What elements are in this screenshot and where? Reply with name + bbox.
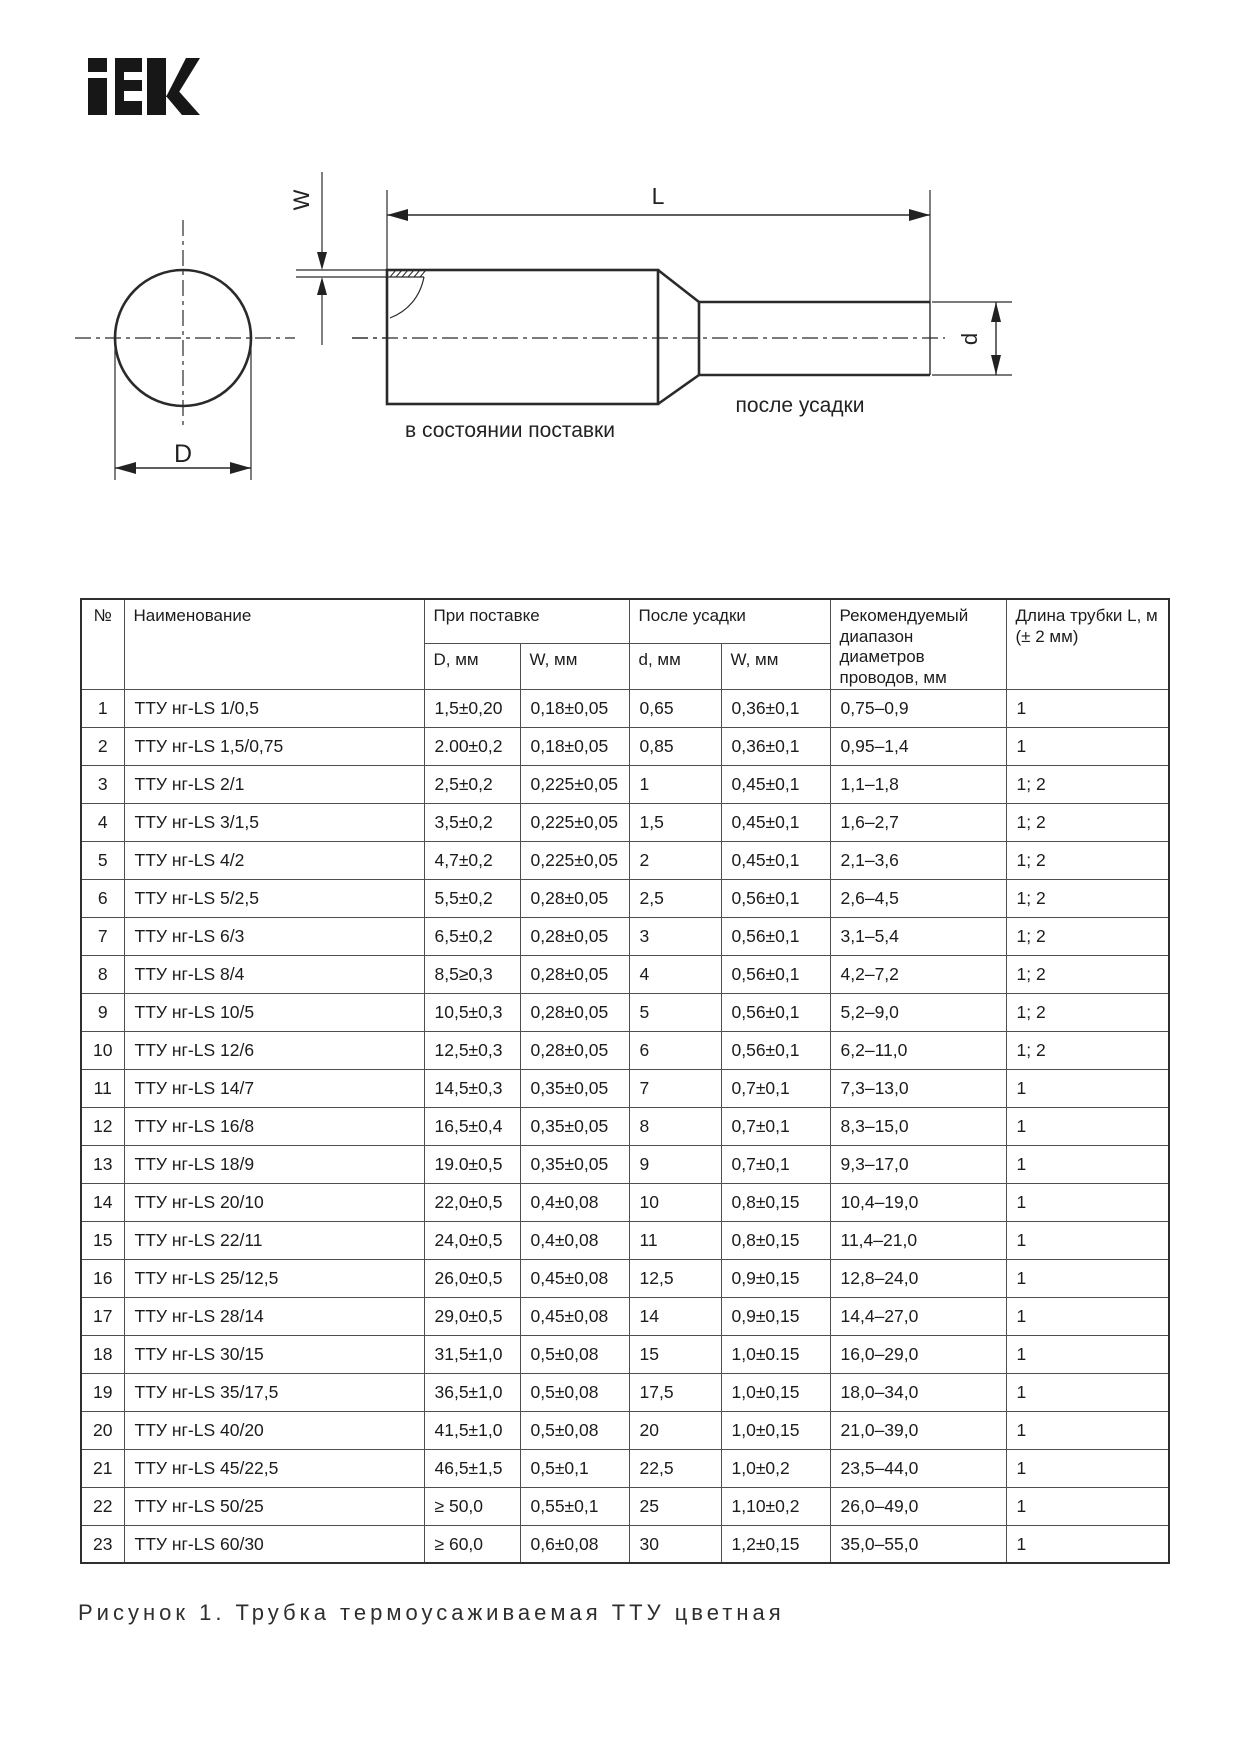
technical-drawing — [0, 0, 1244, 500]
table-cell: 6 — [629, 1031, 721, 1069]
table-cell: 1,0±0,2 — [721, 1449, 830, 1487]
table-row — [81, 1373, 1169, 1411]
table-cell: 1 — [81, 689, 124, 727]
table-cell: 0,225±0,05 — [520, 803, 629, 841]
table-cell: 0,56±0,1 — [721, 917, 830, 955]
table-cell: 0,55±0,1 — [520, 1487, 629, 1525]
table-row — [81, 1525, 1169, 1563]
table-cell: 7,3–13,0 — [830, 1069, 1006, 1107]
table-cell: ТТУ нг-LS 6/3 — [124, 917, 424, 955]
table-cell: 1; 2 — [1006, 1031, 1169, 1069]
table-cell: 16 — [81, 1259, 124, 1297]
table-cell: 0,8±0,15 — [721, 1221, 830, 1259]
table-cell: 22,5 — [629, 1449, 721, 1487]
header-delivery-group: При поставке — [424, 599, 629, 643]
table-cell: 14,5±0,3 — [424, 1069, 520, 1107]
table-cell: 4,7±0,2 — [424, 841, 520, 879]
arrowhead — [115, 462, 136, 474]
table-cell: 0,45±0,1 — [721, 803, 830, 841]
table-cell: 5,2–9,0 — [830, 993, 1006, 1031]
table-cell: 1 — [1006, 1525, 1169, 1563]
table-cell: 0,85 — [629, 727, 721, 765]
logo-i-bar — [88, 78, 107, 115]
dim-label-D: D — [173, 440, 193, 468]
logo-i-dot — [88, 58, 107, 72]
taper-line — [658, 270, 699, 302]
table-cell: 46,5±1,5 — [424, 1449, 520, 1487]
table-cell: 0,56±0,1 — [721, 955, 830, 993]
table-cell: 30 — [629, 1525, 721, 1563]
table-row — [81, 841, 1169, 879]
table-row — [81, 1183, 1169, 1221]
table-row — [81, 1449, 1169, 1487]
table-cell: ТТУ нг-LS 14/7 — [124, 1069, 424, 1107]
table-row — [81, 1069, 1169, 1107]
table-row — [81, 917, 1169, 955]
table-cell: 11 — [629, 1221, 721, 1259]
table-cell: 0,45±0,1 — [721, 765, 830, 803]
table-cell: 1; 2 — [1006, 841, 1169, 879]
table-cell: 17 — [81, 1297, 124, 1335]
table-cell: 0,28±0,05 — [520, 955, 629, 993]
table-cell: 1,10±0,2 — [721, 1487, 830, 1525]
table-row — [81, 1031, 1169, 1069]
table-cell: 35,0–55,0 — [830, 1525, 1006, 1563]
table-cell: 19.0±0,5 — [424, 1145, 520, 1183]
table-cell: 0,75–0,9 — [830, 689, 1006, 727]
table-row — [81, 879, 1169, 917]
table-cell: 0,225±0,05 — [520, 841, 629, 879]
table-row — [81, 955, 1169, 993]
table-cell: 15 — [629, 1335, 721, 1373]
table-cell: 0,7±0,1 — [721, 1069, 830, 1107]
table-cell: 1 — [1006, 1335, 1169, 1373]
dim-label-d: d — [957, 332, 982, 346]
table-cell: 1,1–1,8 — [830, 765, 1006, 803]
table-cell: 10,4–19,0 — [830, 1183, 1006, 1221]
table-cell: ТТУ нг-LS 10/5 — [124, 993, 424, 1031]
table-cell: 8,5≥0,3 — [424, 955, 520, 993]
arrowhead — [991, 355, 1001, 375]
table-cell: 20 — [81, 1411, 124, 1449]
dim-label-W: W — [289, 189, 314, 211]
table-row — [81, 1335, 1169, 1373]
table-cell: ТТУ нг-LS 16/8 — [124, 1107, 424, 1145]
table-cell: 0,28±0,05 — [520, 993, 629, 1031]
logo-k-lower-arm — [166, 88, 200, 115]
table-cell: 0,35±0,05 — [520, 1069, 629, 1107]
table-cell: 21 — [81, 1449, 124, 1487]
table-cell: 4 — [81, 803, 124, 841]
table-cell: 3 — [81, 765, 124, 803]
table-cell: 41,5±1,0 — [424, 1411, 520, 1449]
table-cell: 1,0±0,15 — [721, 1373, 830, 1411]
table-cell: 21,0–39,0 — [830, 1411, 1006, 1449]
table-cell: 16,0–29,0 — [830, 1335, 1006, 1373]
logo-e-bar — [115, 58, 142, 72]
table-cell: ТТУ нг-LS 28/14 — [124, 1297, 424, 1335]
table-cell: 18 — [81, 1335, 124, 1373]
table-cell: 0,5±0,08 — [520, 1335, 629, 1373]
table-cell: 1,0±0.15 — [721, 1335, 830, 1373]
table-cell: 1,5±0,20 — [424, 689, 520, 727]
table-cell: ≥ 60,0 — [424, 1525, 520, 1563]
table-cell: 2,1–3,6 — [830, 841, 1006, 879]
table-cell: ТТУ нг-LS 5/2,5 — [124, 879, 424, 917]
figure-caption: Рисунок 1. Трубка термоусаживаемая ТТУ цветная — [78, 1600, 785, 1625]
table-cell: 1 — [1006, 1145, 1169, 1183]
table-row — [81, 1107, 1169, 1145]
header-delivery-w: W, мм — [520, 643, 629, 689]
table-cell: 0,65 — [629, 689, 721, 727]
table-cell: 0,5±0,1 — [520, 1449, 629, 1487]
table-cell: ≥ 50,0 — [424, 1487, 520, 1525]
header-shrink-d: d, мм — [629, 643, 721, 689]
table-cell: 0,7±0,1 — [721, 1145, 830, 1183]
table-cell: 0,28±0,05 — [520, 1031, 629, 1069]
table-row — [81, 803, 1169, 841]
table-cell: 23,5–44,0 — [830, 1449, 1006, 1487]
table-cell: 0,28±0,05 — [520, 917, 629, 955]
table-cell: ТТУ нг-LS 30/15 — [124, 1335, 424, 1373]
table-cell: 14 — [629, 1297, 721, 1335]
table-row — [81, 727, 1169, 765]
table-cell: ТТУ нг-LS 8/4 — [124, 955, 424, 993]
table-cell: 10,5±0,3 — [424, 993, 520, 1031]
table-cell: 0,6±0,08 — [520, 1525, 629, 1563]
table-row — [81, 1297, 1169, 1335]
table-cell: ТТУ нг-LS 18/9 — [124, 1145, 424, 1183]
table-cell: 0,95–1,4 — [830, 727, 1006, 765]
table-cell: 3,5±0,2 — [424, 803, 520, 841]
logo-k-stem — [147, 58, 166, 115]
table-cell: ТТУ нг-LS 50/25 — [124, 1487, 424, 1525]
logo-e-bar — [115, 80, 142, 91]
table-cell: 1; 2 — [1006, 993, 1169, 1031]
table-cell: 1; 2 — [1006, 955, 1169, 993]
after-shrink-label: после усадки — [735, 394, 865, 417]
table-row — [81, 1487, 1169, 1525]
table-cell: 1,2±0,15 — [721, 1525, 830, 1563]
table-cell: 1 — [1006, 1259, 1169, 1297]
tube-before-shrink — [387, 270, 658, 404]
table-cell: 1; 2 — [1006, 765, 1169, 803]
table-cell: 1 — [1006, 1107, 1169, 1145]
table-cell: 0,36±0,1 — [721, 727, 830, 765]
table-cell: 31,5±1,0 — [424, 1335, 520, 1373]
table-cell: 14 — [81, 1183, 124, 1221]
taper-line — [658, 375, 699, 404]
table-cell: 0,45±0,08 — [520, 1259, 629, 1297]
table-cell: 1 — [629, 765, 721, 803]
table-cell: ТТУ нг-LS 3/1,5 — [124, 803, 424, 841]
header-delivery-d: D, мм — [424, 643, 520, 689]
table-cell: 5,5±0,2 — [424, 879, 520, 917]
table-cell: 22,0±0,5 — [424, 1183, 520, 1221]
table-cell: 20 — [629, 1411, 721, 1449]
table-cell: 18,0–34,0 — [830, 1373, 1006, 1411]
iek-logo — [88, 58, 200, 115]
table-cell: 4 — [629, 955, 721, 993]
table-cell: 5 — [629, 993, 721, 1031]
table-cell: 0,5±0,08 — [520, 1411, 629, 1449]
table-cell: 2 — [81, 727, 124, 765]
table-cell: 13 — [81, 1145, 124, 1183]
table-body — [81, 689, 1169, 1563]
table-cell: ТТУ нг-LS 1/0,5 — [124, 689, 424, 727]
table-cell: ТТУ нг-LS 60/30 — [124, 1525, 424, 1563]
table-cell: 1; 2 — [1006, 917, 1169, 955]
table-header — [81, 599, 1169, 689]
table-cell: 3 — [629, 917, 721, 955]
table-cell: 6,2–11,0 — [830, 1031, 1006, 1069]
table-cell: 19 — [81, 1373, 124, 1411]
table-cell: 1 — [1006, 1411, 1169, 1449]
table-cell: 12,8–24,0 — [830, 1259, 1006, 1297]
table-cell: ТТУ нг-LS 40/20 — [124, 1411, 424, 1449]
table-cell: 1 — [1006, 1373, 1169, 1411]
table-cell: 9 — [629, 1145, 721, 1183]
table-row — [81, 1145, 1169, 1183]
header-shrink-group: После усадки — [629, 599, 830, 643]
table-cell: 36,5±1,0 — [424, 1373, 520, 1411]
table-cell: ТТУ нг-LS 20/10 — [124, 1183, 424, 1221]
arrowhead — [230, 462, 251, 474]
table-cell: 0,225±0,05 — [520, 765, 629, 803]
arrowhead — [317, 277, 327, 295]
arrowhead — [991, 302, 1001, 322]
table-cell: 1 — [1006, 727, 1169, 765]
table-cell: 0,56±0,1 — [721, 1031, 830, 1069]
table-cell: 8,3–15,0 — [830, 1107, 1006, 1145]
dim-label-L: L — [651, 183, 665, 209]
table-cell: 1,0±0,15 — [721, 1411, 830, 1449]
table-cell: 9 — [81, 993, 124, 1031]
table-cell: 29,0±0,5 — [424, 1297, 520, 1335]
table-cell: 0,36±0,1 — [721, 689, 830, 727]
table-cell: 2,5±0,2 — [424, 765, 520, 803]
table-cell: ТТУ нг-LS 4/2 — [124, 841, 424, 879]
table-cell: 8 — [81, 955, 124, 993]
spec-table — [80, 598, 1170, 1564]
table-cell: 8 — [629, 1107, 721, 1145]
table-cell: 1 — [1006, 1069, 1169, 1107]
table-cell: 4,2–7,2 — [830, 955, 1006, 993]
arrowhead — [387, 209, 408, 221]
table-cell: ТТУ нг-LS 22/11 — [124, 1221, 424, 1259]
table-cell: 6,5±0,2 — [424, 917, 520, 955]
table-cell: ТТУ нг-LS 25/12,5 — [124, 1259, 424, 1297]
table-cell: 26,0–49,0 — [830, 1487, 1006, 1525]
logo-e-bar — [115, 101, 142, 115]
table-cell: 0,9±0,15 — [721, 1259, 830, 1297]
table-row — [81, 1221, 1169, 1259]
table-cell: 16,5±0,4 — [424, 1107, 520, 1145]
table-cell: 10 — [629, 1183, 721, 1221]
table-cell: ТТУ нг-LS 45/22,5 — [124, 1449, 424, 1487]
table-cell: 24,0±0,5 — [424, 1221, 520, 1259]
table-row — [81, 1259, 1169, 1297]
table-cell: 7 — [629, 1069, 721, 1107]
table-cell: 9,3–17,0 — [830, 1145, 1006, 1183]
table-cell: 0,9±0,15 — [721, 1297, 830, 1335]
table-cell: 10 — [81, 1031, 124, 1069]
table-cell: 23 — [81, 1525, 124, 1563]
table-cell: 2 — [629, 841, 721, 879]
table-cell: 7 — [81, 917, 124, 955]
table-row — [81, 1411, 1169, 1449]
table-cell: 0,56±0,1 — [721, 879, 830, 917]
table-cell: ТТУ нг-LS 2/1 — [124, 765, 424, 803]
table-row — [81, 993, 1169, 1031]
table-cell: 22 — [81, 1487, 124, 1525]
table-cell: 1; 2 — [1006, 879, 1169, 917]
table-cell: 0,35±0,05 — [520, 1107, 629, 1145]
table-cell: 14,4–27,0 — [830, 1297, 1006, 1335]
header-num: № — [81, 599, 124, 689]
table-cell: 1 — [1006, 1449, 1169, 1487]
table-cell: 1 — [1006, 1221, 1169, 1259]
table-cell: 3,1–5,4 — [830, 917, 1006, 955]
table-cell: 1 — [1006, 1487, 1169, 1525]
table-row — [81, 765, 1169, 803]
table-cell: 0,28±0,05 — [520, 879, 629, 917]
header-range: Рекомендуемый диапазон диаметров проводов, мм — [830, 599, 1006, 689]
table-cell: 0,4±0,08 — [520, 1183, 629, 1221]
delivery-state-label: в состоянии поставки — [405, 419, 615, 442]
table-cell: 0,18±0,05 — [520, 727, 629, 765]
header-shrink-w: W, мм — [721, 643, 830, 689]
table-cell: 12,5±0,3 — [424, 1031, 520, 1069]
table-cell: 1,5 — [629, 803, 721, 841]
table-cell: 5 — [81, 841, 124, 879]
table-cell: 12,5 — [629, 1259, 721, 1297]
table-cell: 11,4–21,0 — [830, 1221, 1006, 1259]
table-cell: 0,8±0,15 — [721, 1183, 830, 1221]
table-cell: 15 — [81, 1221, 124, 1259]
table-cell: 0,18±0,05 — [520, 689, 629, 727]
table-cell: 0,45±0,1 — [721, 841, 830, 879]
logo-k-upper-arm — [166, 58, 200, 97]
table-cell: 2,5 — [629, 879, 721, 917]
table-cell: 17,5 — [629, 1373, 721, 1411]
table-cell: 0,4±0,08 — [520, 1221, 629, 1259]
arrowhead — [909, 209, 930, 221]
table-cell: 6 — [81, 879, 124, 917]
table-cell: ТТУ нг-LS 35/17,5 — [124, 1373, 424, 1411]
table-cell: 1; 2 — [1006, 803, 1169, 841]
table-cell: ТТУ нг-LS 1,5/0,75 — [124, 727, 424, 765]
table-cell: 25 — [629, 1487, 721, 1525]
table-cell: 0,5±0,08 — [520, 1373, 629, 1411]
table-cell: 26,0±0,5 — [424, 1259, 520, 1297]
table-cell: 1 — [1006, 1297, 1169, 1335]
table-cell: 0,7±0,1 — [721, 1107, 830, 1145]
table-cell: 0,56±0,1 — [721, 993, 830, 1031]
table-cell: 0,45±0,08 — [520, 1297, 629, 1335]
table-cell: 12 — [81, 1107, 124, 1145]
table-cell: 1 — [1006, 689, 1169, 727]
arrowhead — [317, 252, 327, 270]
table-row — [81, 689, 1169, 727]
table-cell: 1,6–2,7 — [830, 803, 1006, 841]
header-length: Длина трубки L, м (± 2 мм) — [1006, 599, 1169, 689]
table-cell: 11 — [81, 1069, 124, 1107]
table-cell: 0,35±0,05 — [520, 1145, 629, 1183]
header-name: Наименование — [124, 599, 424, 689]
table-cell: 2,6–4,5 — [830, 879, 1006, 917]
table-cell: ТТУ нг-LS 12/6 — [124, 1031, 424, 1069]
table-cell: 2.00±0,2 — [424, 727, 520, 765]
table-cell: 1 — [1006, 1183, 1169, 1221]
